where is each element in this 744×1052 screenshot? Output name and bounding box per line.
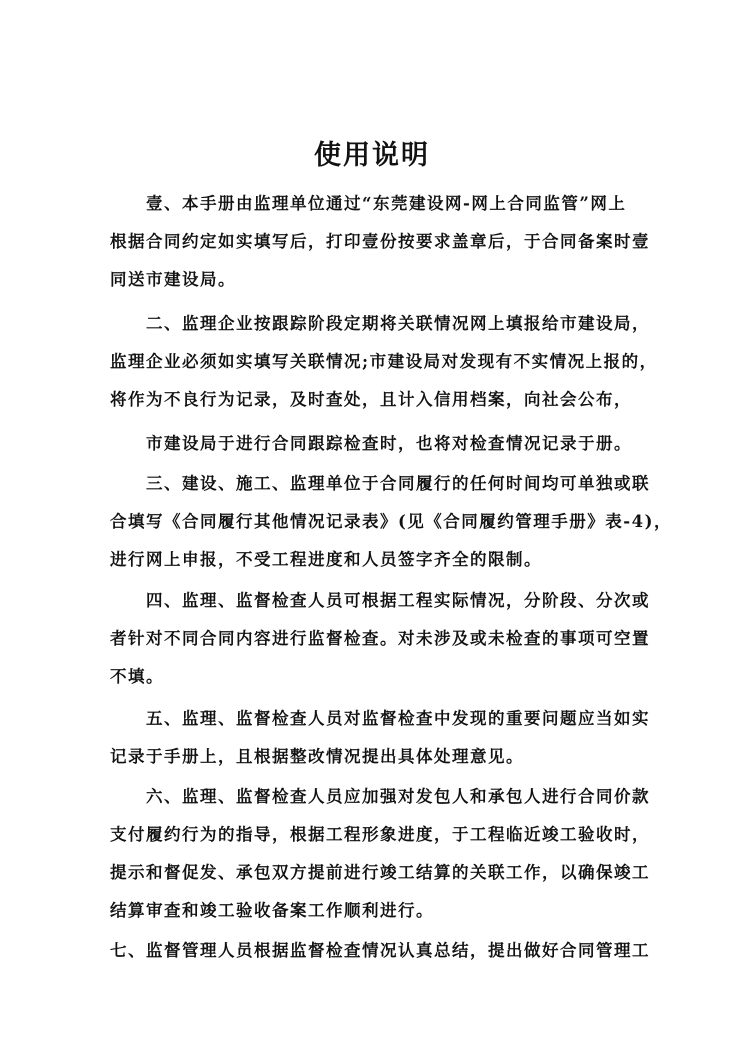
paragraph-8 — [110, 932, 650, 970]
paragraph-2 — [110, 305, 658, 419]
paragraph-line: 六、监理、监督检查人员应加强对发包人和承包人进行合同价款 — [146, 787, 650, 806]
paragraph-line: 监理企业必须如实填写关联情况;市建设局对发现有不实情况上报的， — [110, 352, 658, 371]
paragraph-line: 合填写《合同履行其他情况记录表》(见《合同履约管理手册》表-4)， — [110, 512, 672, 531]
paragraph-line: 记录于手册上，且根据整改情况提出具体处理意见。 — [110, 747, 524, 766]
paragraph-line: 进行网上申报，不受工程进度和人员签字齐全的限制。 — [110, 550, 542, 569]
paragraph-line: 提示和督促发、承包双方提前进行竣工结算的关联工作，以确保竣工 — [110, 863, 650, 882]
paragraph-line: 市建设局于进行合同跟踪检查时，也将对检查情况记录于册。 — [146, 434, 632, 453]
paragraph-line: 支付履约行为的指导，根据工程形象进度，于工程临近竣工验收时， — [110, 825, 650, 844]
paragraph-line: 者针对不同合同内容进行监督检查。对未涉及或未检查的事项可空置 — [110, 629, 650, 648]
paragraph-line: 根据合同约定如实填写后，打印壹份按要求盖章后，于合同备案时壹 — [110, 232, 650, 251]
paragraph-line: 五、监理、监督检查人员对监督检查中发现的重要问题应当如实 — [146, 709, 650, 728]
paragraph-7 — [110, 778, 650, 930]
paragraph-line: 不填。 — [110, 667, 164, 686]
page-title: 使用说明 — [314, 140, 430, 171]
paragraph-line: 四、监理、监督检查人员可根据工程实际情况，分阶段、分次或 — [146, 591, 650, 610]
paragraph-line: 壹、本手册由监理单位通过“东莞建设网-网上合同监管”网上 — [146, 194, 627, 213]
paragraph-line: 同送市建设局。 — [110, 270, 236, 289]
paragraph-3 — [110, 425, 644, 463]
paragraph-line: 将作为不良行为记录，及时查处，且计入信用档案，向社会公布， — [110, 390, 632, 409]
paragraph-4 — [110, 465, 672, 579]
paragraph-line: 结算审查和竣工验收备案工作顺利进行。 — [110, 901, 434, 920]
paragraph-6 — [110, 700, 650, 776]
paragraph-5 — [110, 582, 650, 696]
paragraph-line: 二、监理企业按跟踪阶段定期将关联情况网上填报给市建设局， — [146, 314, 650, 333]
paragraph-1 — [110, 185, 650, 299]
paragraph-line: 三、建设、施工、监理单位于合同履行的任何时间均可单独或联 — [146, 474, 650, 493]
paragraph-line: 七、监督管理人员根据监督检查情况认真总结，提出做好合同管理工 — [110, 941, 650, 960]
